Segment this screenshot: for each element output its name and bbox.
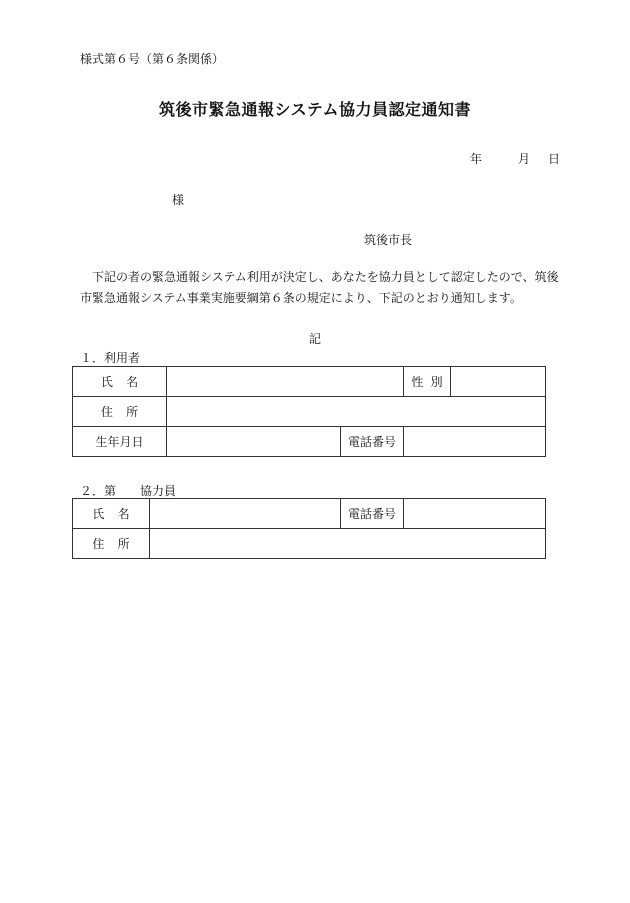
user-phone-value[interactable] — [404, 427, 546, 457]
section-user-heading: １．利用者 — [80, 351, 141, 365]
user-sex-value[interactable] — [451, 367, 546, 397]
user-row-birth — [73, 427, 546, 457]
helper-address-value[interactable] — [150, 529, 546, 559]
helper-name-value[interactable] — [150, 499, 341, 529]
helper-row-address — [73, 529, 546, 559]
notice-body — [80, 267, 559, 309]
user-name-label: 氏名 — [73, 367, 167, 397]
section-helper-heading: ２．第 協力員 — [80, 484, 177, 498]
helper-phone-value[interactable] — [404, 499, 546, 529]
user-address-label: 住所 — [73, 397, 167, 427]
recipient-suffix: 様 — [172, 193, 185, 207]
user-name-value[interactable] — [167, 367, 404, 397]
notice-body-line-1: 下記の者の緊急通報システム利用が決定し、あなたを協力員として認定したので、筑後 — [92, 270, 559, 284]
date-day-label: 日 — [548, 152, 561, 166]
user-birth-value[interactable] — [167, 427, 341, 457]
helper-table — [72, 498, 546, 559]
issuer: 筑後市長 — [364, 233, 413, 247]
notice-body-line-2: 市緊急通報システム事業実施要綱第６条の規定により、下記のとおり通知します。 — [80, 291, 522, 305]
user-row-name — [73, 367, 546, 397]
date-year-label: 年 — [470, 152, 483, 166]
helper-name-label: 氏名 — [73, 499, 150, 529]
user-sex-label: 性別 — [404, 367, 451, 397]
user-birth-label: 生年月日 — [73, 427, 167, 457]
user-phone-label: 電話番号 — [341, 427, 404, 457]
document-title: 筑後市緊急通報システム協力員認定通知書 — [159, 100, 471, 119]
user-address-value[interactable] — [167, 397, 546, 427]
user-table — [72, 366, 546, 457]
helper-phone-label: 電話番号 — [341, 499, 404, 529]
form-number: 様式第６号（第６条関係） — [80, 52, 225, 66]
ki-heading: 記 — [308, 332, 321, 346]
user-row-address — [73, 397, 546, 427]
date-month-label: 月 — [518, 152, 531, 166]
helper-row-name — [73, 499, 546, 529]
helper-address-label: 住所 — [73, 529, 150, 559]
date-line — [470, 150, 560, 167]
